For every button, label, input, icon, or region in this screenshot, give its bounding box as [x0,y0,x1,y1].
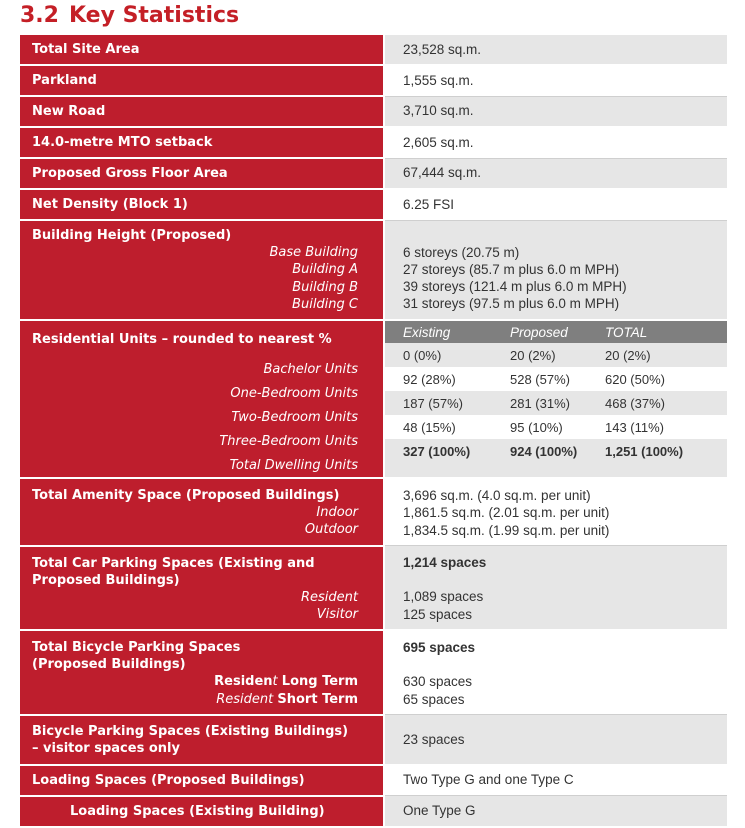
bike-item-value: 65 spaces [403,691,465,707]
row-value: 1,555 sq.m. [403,72,474,88]
bike-long-term-label: Resident Long Term [214,674,358,690]
row-label: Loading Spaces (Proposed Buildings) [32,772,305,788]
parking-item-value: 1,089 spaces [403,589,484,605]
section-number: 3.2 [20,3,59,28]
table-cell: 1,251 (100%) [597,439,727,463]
height-item-label: Building B [292,279,358,295]
row-value: 23 spaces [403,732,465,748]
row-label-line2: – visitor spaces only [32,740,180,756]
row-value: Two Type G and one Type C [403,772,574,788]
table-cell: 95 (10%) [490,415,597,439]
height-item-value: 31 storeys (97.5 m plus 6.0 m MPH) [403,296,620,312]
table-row [20,796,727,827]
bike-short-term-label: Resident Short Term [216,691,358,707]
table-row [20,127,727,158]
table-cell: 48 (15%) [385,415,490,439]
table-cell: 528 (57%) [490,367,597,391]
table-cell: 468 (37%) [597,391,727,415]
table-row [20,765,727,796]
height-item-label: Building A [292,262,358,278]
table-row [20,630,727,715]
unit-type-label: Three-Bedroom Units [219,433,358,449]
row-label: Building Height (Proposed) [32,228,232,243]
row-label: Loading Spaces (Existing Building) [70,803,325,819]
units-grid [385,321,727,463]
row-value: 23,528 sq.m. [403,41,482,57]
unit-type-label: Total Dwelling Units [229,457,358,473]
amenity-item-label: Outdoor [304,522,358,538]
height-item-label: Base Building [269,245,358,260]
height-item-value: 6 storeys (20.75 m) [403,244,520,260]
row-label: Residential Units – rounded to nearest % [32,331,332,347]
table-cell: 143 (11%) [597,415,727,439]
table-cell: 0 (0%) [385,343,490,367]
height-item-value: 27 storeys (85.7 m plus 6.0 m MPH) [403,261,620,277]
row-label: Total Site Area [32,42,140,57]
bike-parking-total: 695 spaces [403,640,476,656]
table-row [20,96,727,127]
table-cell: 20 (2%) [597,343,727,367]
row-label: 14.0-metre MTO setback [32,135,213,150]
section-title: Key Statistics [68,3,240,28]
table-cell: 20 (2%) [490,343,597,367]
row-label: Total Bicycle Parking Spaces [32,640,241,656]
car-parking-total: 1,214 spaces [403,555,487,571]
row-label-line2: Proposed Buildings) [32,572,180,588]
row-label: Bicycle Parking Spaces (Existing Buildings) [32,723,349,739]
row-value: One Type G [403,802,476,818]
unit-type-label: Bachelor Units [263,361,358,377]
unit-type-label: Two-Bedroom Units [231,409,358,425]
table-cell: 620 (50%) [597,367,727,391]
table-row [20,220,727,320]
column-header: TOTAL [597,321,727,343]
table-row [20,189,727,220]
row-value: 3,710 sq.m. [403,103,474,118]
table-cell: 92 (28%) [385,367,490,391]
table-row [20,478,727,546]
table-row [20,715,727,765]
row-value: 67,444 sq.m. [403,165,482,180]
table-row [20,158,727,189]
table-cell: 281 (31%) [490,391,597,415]
height-item-value: 39 storeys (121.4 m plus 6.0 m MPH) [403,279,627,295]
bike-item-value: 630 spaces [403,674,473,690]
table-cell: 327 (100%) [385,439,490,463]
row-label: Total Amenity Space (Proposed Buildings) [32,488,340,504]
table-cell: 924 (100%) [490,439,597,463]
amenity-item-value: 1,834.5 sq.m. (1.99 sq.m. per unit) [403,522,610,538]
amenity-total: 3,696 sq.m. (4.0 sq.m. per unit) [403,488,591,504]
key-statistics-table [20,35,727,828]
column-header: Existing [385,321,490,343]
row-label-line2: (Proposed Buildings) [32,657,186,673]
column-header: Proposed [490,321,597,343]
row-label: Proposed Gross Floor Area [32,166,228,181]
parking-item-label: Resident [300,589,358,605]
amenity-item-label: Indoor [316,505,358,521]
parking-item-value: 125 spaces [403,606,473,622]
amenity-item-value: 1,861.5 sq.m. (2.01 sq.m. per unit) [403,505,610,521]
table-row [20,65,727,96]
row-value: 6.25 FSI [403,196,455,212]
row-label: Parkland [32,73,97,88]
row-label: Net Density (Block 1) [32,197,188,212]
table-row [20,35,727,65]
height-item-label: Building C [292,296,358,312]
unit-type-label: One-Bedroom Units [230,385,358,401]
parking-item-label: Visitor [316,607,358,623]
table-cell: 187 (57%) [385,391,490,415]
row-label: New Road [32,104,106,119]
section-heading [20,2,239,30]
table-row [20,546,727,631]
table-row [20,320,727,478]
row-value: 2,605 sq.m. [403,134,474,150]
row-label: Total Car Parking Spaces (Existing and [32,555,315,571]
